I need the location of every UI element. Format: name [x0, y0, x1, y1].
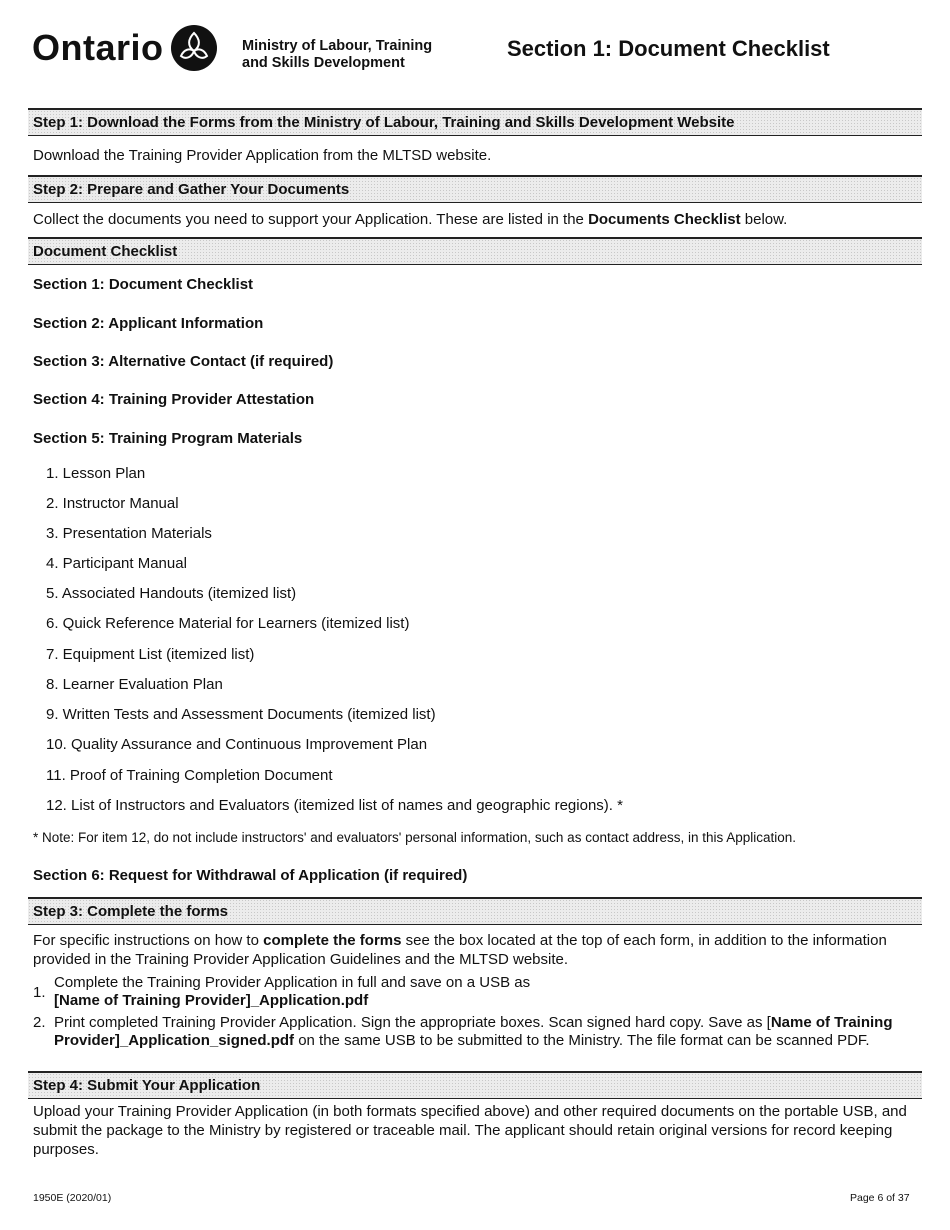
step3-item1: Complete the Training Provider Application in full and save on a USB as [Name of Training Provider]_Application.pdf — [54, 974, 531, 1009]
step3-item2-number: 2. — [33, 1014, 46, 1031]
step1-text: Download the Training Provider Application from the MLTSD website. — [33, 147, 492, 164]
step2-text: Collect the documents you need to support your Application. These are listed in the Documents Checklist below. — [33, 211, 788, 228]
step3-text: For specific instructions on how to complete the forms see the box located at the top of each form, in addition to the information provided in the Training Provider Application Guidelines and the MLTSD website. — [33, 932, 887, 968]
page-number: Page 6 of 37 — [850, 1192, 910, 1204]
ministry-name: Ministry of Labour, Training and Skills Development — [242, 38, 433, 71]
ontario-logo — [32, 24, 218, 72]
step2-heading: Step 2: Prepare and Gather Your Documents — [28, 175, 922, 203]
form-code: 1950E (2020/01) — [33, 1192, 112, 1204]
step3-heading: Step 3: Complete the forms — [28, 897, 922, 925]
step4-heading: Step 4: Submit Your Application — [28, 1071, 922, 1099]
list-item: 9. Written Tests and Assessment Documents (itemized list) — [46, 706, 436, 723]
list-item: 11. Proof of Training Completion Document — [46, 767, 333, 784]
list-item: 5. Associated Handouts (itemized list) — [46, 585, 297, 602]
list-item: 6. Quick Reference Material for Learners (itemized list) — [46, 615, 410, 632]
section-item: Section 6: Request for Withdrawal of Application (if required) — [33, 867, 468, 884]
trillium-icon — [170, 24, 218, 72]
step1-heading: Step 1: Download the Forms from the Ministry of Labour, Training and Skills Development Website — [28, 108, 922, 136]
footnote: * Note: For item 12, do not include instructors' and evaluators' personal information, such as contact address, in this Application. — [33, 830, 797, 845]
list-item: 7. Equipment List (itemized list) — [46, 646, 255, 663]
list-item: 1. Lesson Plan — [46, 465, 146, 482]
step4-text: Upload your Training Provider Application (in both formats specified above) and other required documents on the portable USB, and submit the package to the Ministry by registered or traceable mail. The applicant should retain original versions for record keeping purposes. — [33, 1103, 907, 1158]
section-item: Section 1: Document Checklist — [33, 276, 254, 293]
checklist-heading: Document Checklist — [28, 237, 922, 265]
section-item: Section 2: Applicant Information — [33, 315, 264, 332]
section-item: Section 5: Training Program Materials — [33, 430, 303, 447]
logo-wordmark: Ontario — [32, 27, 164, 68]
list-item: 12. List of Instructors and Evaluators (itemized list of names and geographic regions). * — [46, 797, 623, 814]
section-item: Section 4: Training Provider Attestation — [33, 391, 315, 408]
page-title: Section 1: Document Checklist — [507, 36, 830, 61]
list-item: 4. Participant Manual — [46, 555, 187, 572]
list-item: 3. Presentation Materials — [46, 525, 212, 542]
list-item: 8. Learner Evaluation Plan — [46, 676, 223, 693]
list-item: 10. Quality Assurance and Continuous Improvement Plan — [46, 736, 428, 753]
step3-item2: Print completed Training Provider Application. Sign the appropriate boxes. Scan signed hard copy. Save as [Name of Training Provider]_Application_signed.pdf on the same USB to be submitted to the Ministry. The file format can be scanned PDF. — [54, 1014, 893, 1049]
step3-item1-number: 1. — [33, 984, 46, 1001]
list-item: 2. Instructor Manual — [46, 495, 179, 512]
section-item: Section 3: Alternative Contact (if required) — [33, 353, 334, 370]
